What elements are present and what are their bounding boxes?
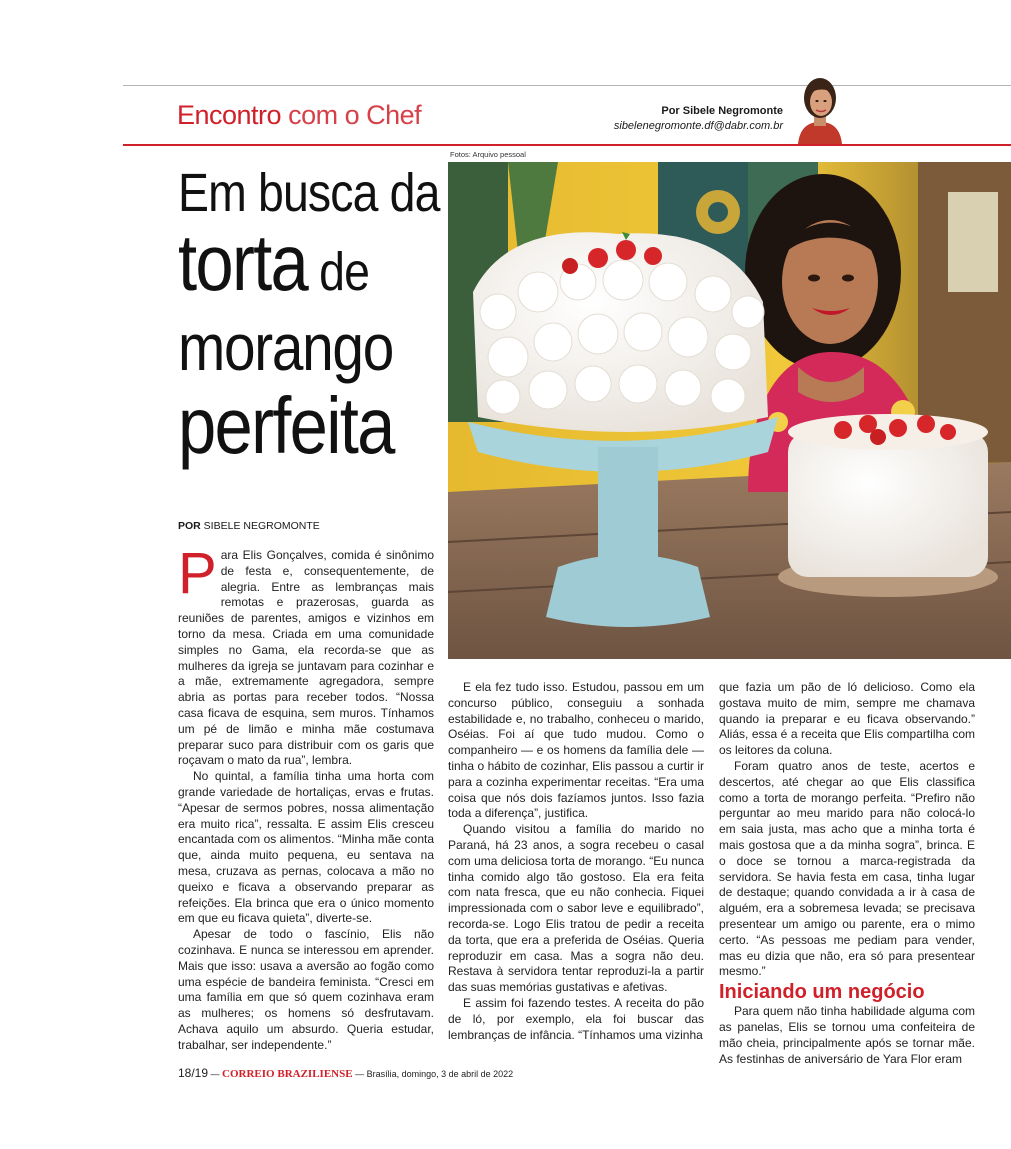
- footer-separator: —: [208, 1069, 223, 1079]
- paragraph: Para quem não tinha habilidade alguma com as panelas, Elis se tornou uma confeiteira de mão cheia, principalmente após se tornar mãe. As festinhas de aniversário de Yara Flor eram: [719, 1004, 975, 1066]
- headline: [178, 162, 440, 470]
- newspaper-brand: CORREIO BRAZILIENSE: [222, 1068, 353, 1080]
- photo-credit: Fotos: Arquivo pessoal: [450, 150, 526, 159]
- header-top-rule: [123, 85, 1011, 86]
- paragraph: Apesar de todo o fascínio, Elis não cozinhava. E nunca se interessou em aprender. Mais que isso: usava a aversão ao fogão como uma espécie de bandeira feminista. “Cresci em uma família em que só quem cozinhava eram as mulheres; os homens só desfrutavam. Achava aquilo um absurdo. Queria estudar, trabalhar, ser independente.”: [178, 927, 434, 1052]
- paragraph: Foram quatro anos de teste, acertos e descertos, até chegar ao que Elis classifica como a torta de morango perfeita. “Prefiro não perguntar ao meu marido para não colocá-lo em saia justa, mas acho que a minha torta é mais gostosa que a da minha sogra”, brinca. E o doce se tornou a marca-registrada da servidora. Se havia festa em casa, tinha lugar de destaque; quando convidada a ir à casa de alguém, era a sobremesa levada; se precisava presentear um amigo ou parente, era o mimo certo. “As pessoas me pediam para vender, mas eu dizia que não, era só para presentear mesmo.”: [719, 758, 975, 979]
- article-byline: [178, 520, 320, 532]
- article-column-3: [719, 680, 975, 1067]
- header-red-rule: [123, 144, 1011, 146]
- headline-line-1: Em busca da: [178, 163, 440, 223]
- paragraph: No quintal, a família tinha uma horta com grande variedade de hortaliças, ervas e frutas. “Apesar de sermos pobres, nossa alimentação era muito rica”, ressalta. E assim Elis cresceu encantada com os alimentos. “Minha mãe conta que, ainda muito pequena, eu sentava na mesa, cruzava as pernas, colocava a mão no queixo e ficava a observando preparar as refeições. Ela brinca que era o único momento em que eu ficava quieta”, diverte-se.: [178, 769, 434, 926]
- page-footer: [178, 1066, 513, 1080]
- headline-line-4: perfeita: [178, 381, 394, 470]
- byline-name: SIBELE NEGROMONTE: [200, 520, 320, 532]
- paragraph: E ela fez tudo isso. Estudou, passou em um concurso público, conseguiu a sonhada estabilidade e, no trabalho, conheceu o marido, Oséias. Foi aí que tudo mudou. Como o companheiro — e os homens da família dele — tinha o hábito de cozinhar, Elis passou a curtir ir para a cozinha experimentar receitas. “Era uma coisa que nós dois fazíamos juntos. Isso fazia toda a diferença”, justifica.: [448, 680, 704, 821]
- section-title-bold: Encontro: [177, 100, 282, 130]
- article-column-1: [178, 541, 434, 1054]
- drop-cap: P: [178, 541, 217, 606]
- paragraph: Quando visitou a família do marido no Paraná, há 23 anos, a sogra recebeu o casal com uma deliciosa torta de morango. “Eu nunca tinha comido algo tão gostoso. Ela era feita com nata fresca, que eu não conhecia. Fiquei impressionada com o sabor leve e equilibrado”, recorda-se. Logo Elis tratou de pedir a receita da torta, que era a preferida de Oséias. Queria reproduzir em casa. Mas a sogra não deu. Restava à servidora tentar reproduzi-la a partir das suas memórias gustativas e afetivas.: [448, 822, 704, 995]
- page-numbers: 18/19: [178, 1066, 209, 1080]
- article-column-2: [448, 680, 704, 1043]
- section-title: [177, 100, 421, 131]
- paragraph: E assim foi fazendo testes. A receita do pão de ló, por exemplo, ela foi buscar das lembranças de infância. “Tínhamos uma vizinha: [448, 995, 704, 1042]
- columnist-email: sibelenegromonte.df@dabr.com.br: [613, 120, 783, 132]
- headline-line-2: [178, 218, 406, 311]
- footer-date: Brasília, domingo, 3 de abril de 2022: [366, 1069, 514, 1079]
- headline-torta: torta: [178, 218, 308, 307]
- columnist-avatar: [790, 68, 850, 144]
- headline-de: de: [307, 242, 370, 302]
- columnist-byline: [614, 104, 783, 134]
- byline-prefix: POR: [178, 520, 201, 532]
- subheading: Iniciando um negócio: [719, 981, 925, 1004]
- footer-separator: —: [352, 1069, 367, 1079]
- paragraph: que fazia um pão de ló delicioso. Como ela gostava muito de mim, sempre me chamava quando ia preparar e eu ficava observando.” Aliás, essa é a receita que Elis compartilha com os leitores da coluna.: [719, 680, 975, 758]
- paragraph: [178, 541, 434, 769]
- paragraph-text: ara Elis Gonçalves, comida é sinônimo de festa e, consequentemente, de alegria. Entre as lembranças mais remotas e prazerosas, guarda as reuniões de parentes, amigos e vizinhos em torno da mesa. Criada em uma comunidade simples no Gama, ela recorda-se que as mulheres da igreja se juntavam para cozinhar e a mãe, extremamente agregadora, sempre abria as portas para receber todos. “Nossa casa ficava de esquina, sem muros. Tínhamos um pé de limão e minha mãe costumava preparar suco para distribuir com os garis que roçavam o mato da rua”, lembra.: [178, 548, 434, 768]
- headline-line-3: morango: [178, 310, 393, 384]
- columnist-name: Por Sibele Negromonte: [661, 105, 783, 117]
- article-photo: [448, 162, 1011, 659]
- section-title-rest: com o Chef: [281, 100, 422, 130]
